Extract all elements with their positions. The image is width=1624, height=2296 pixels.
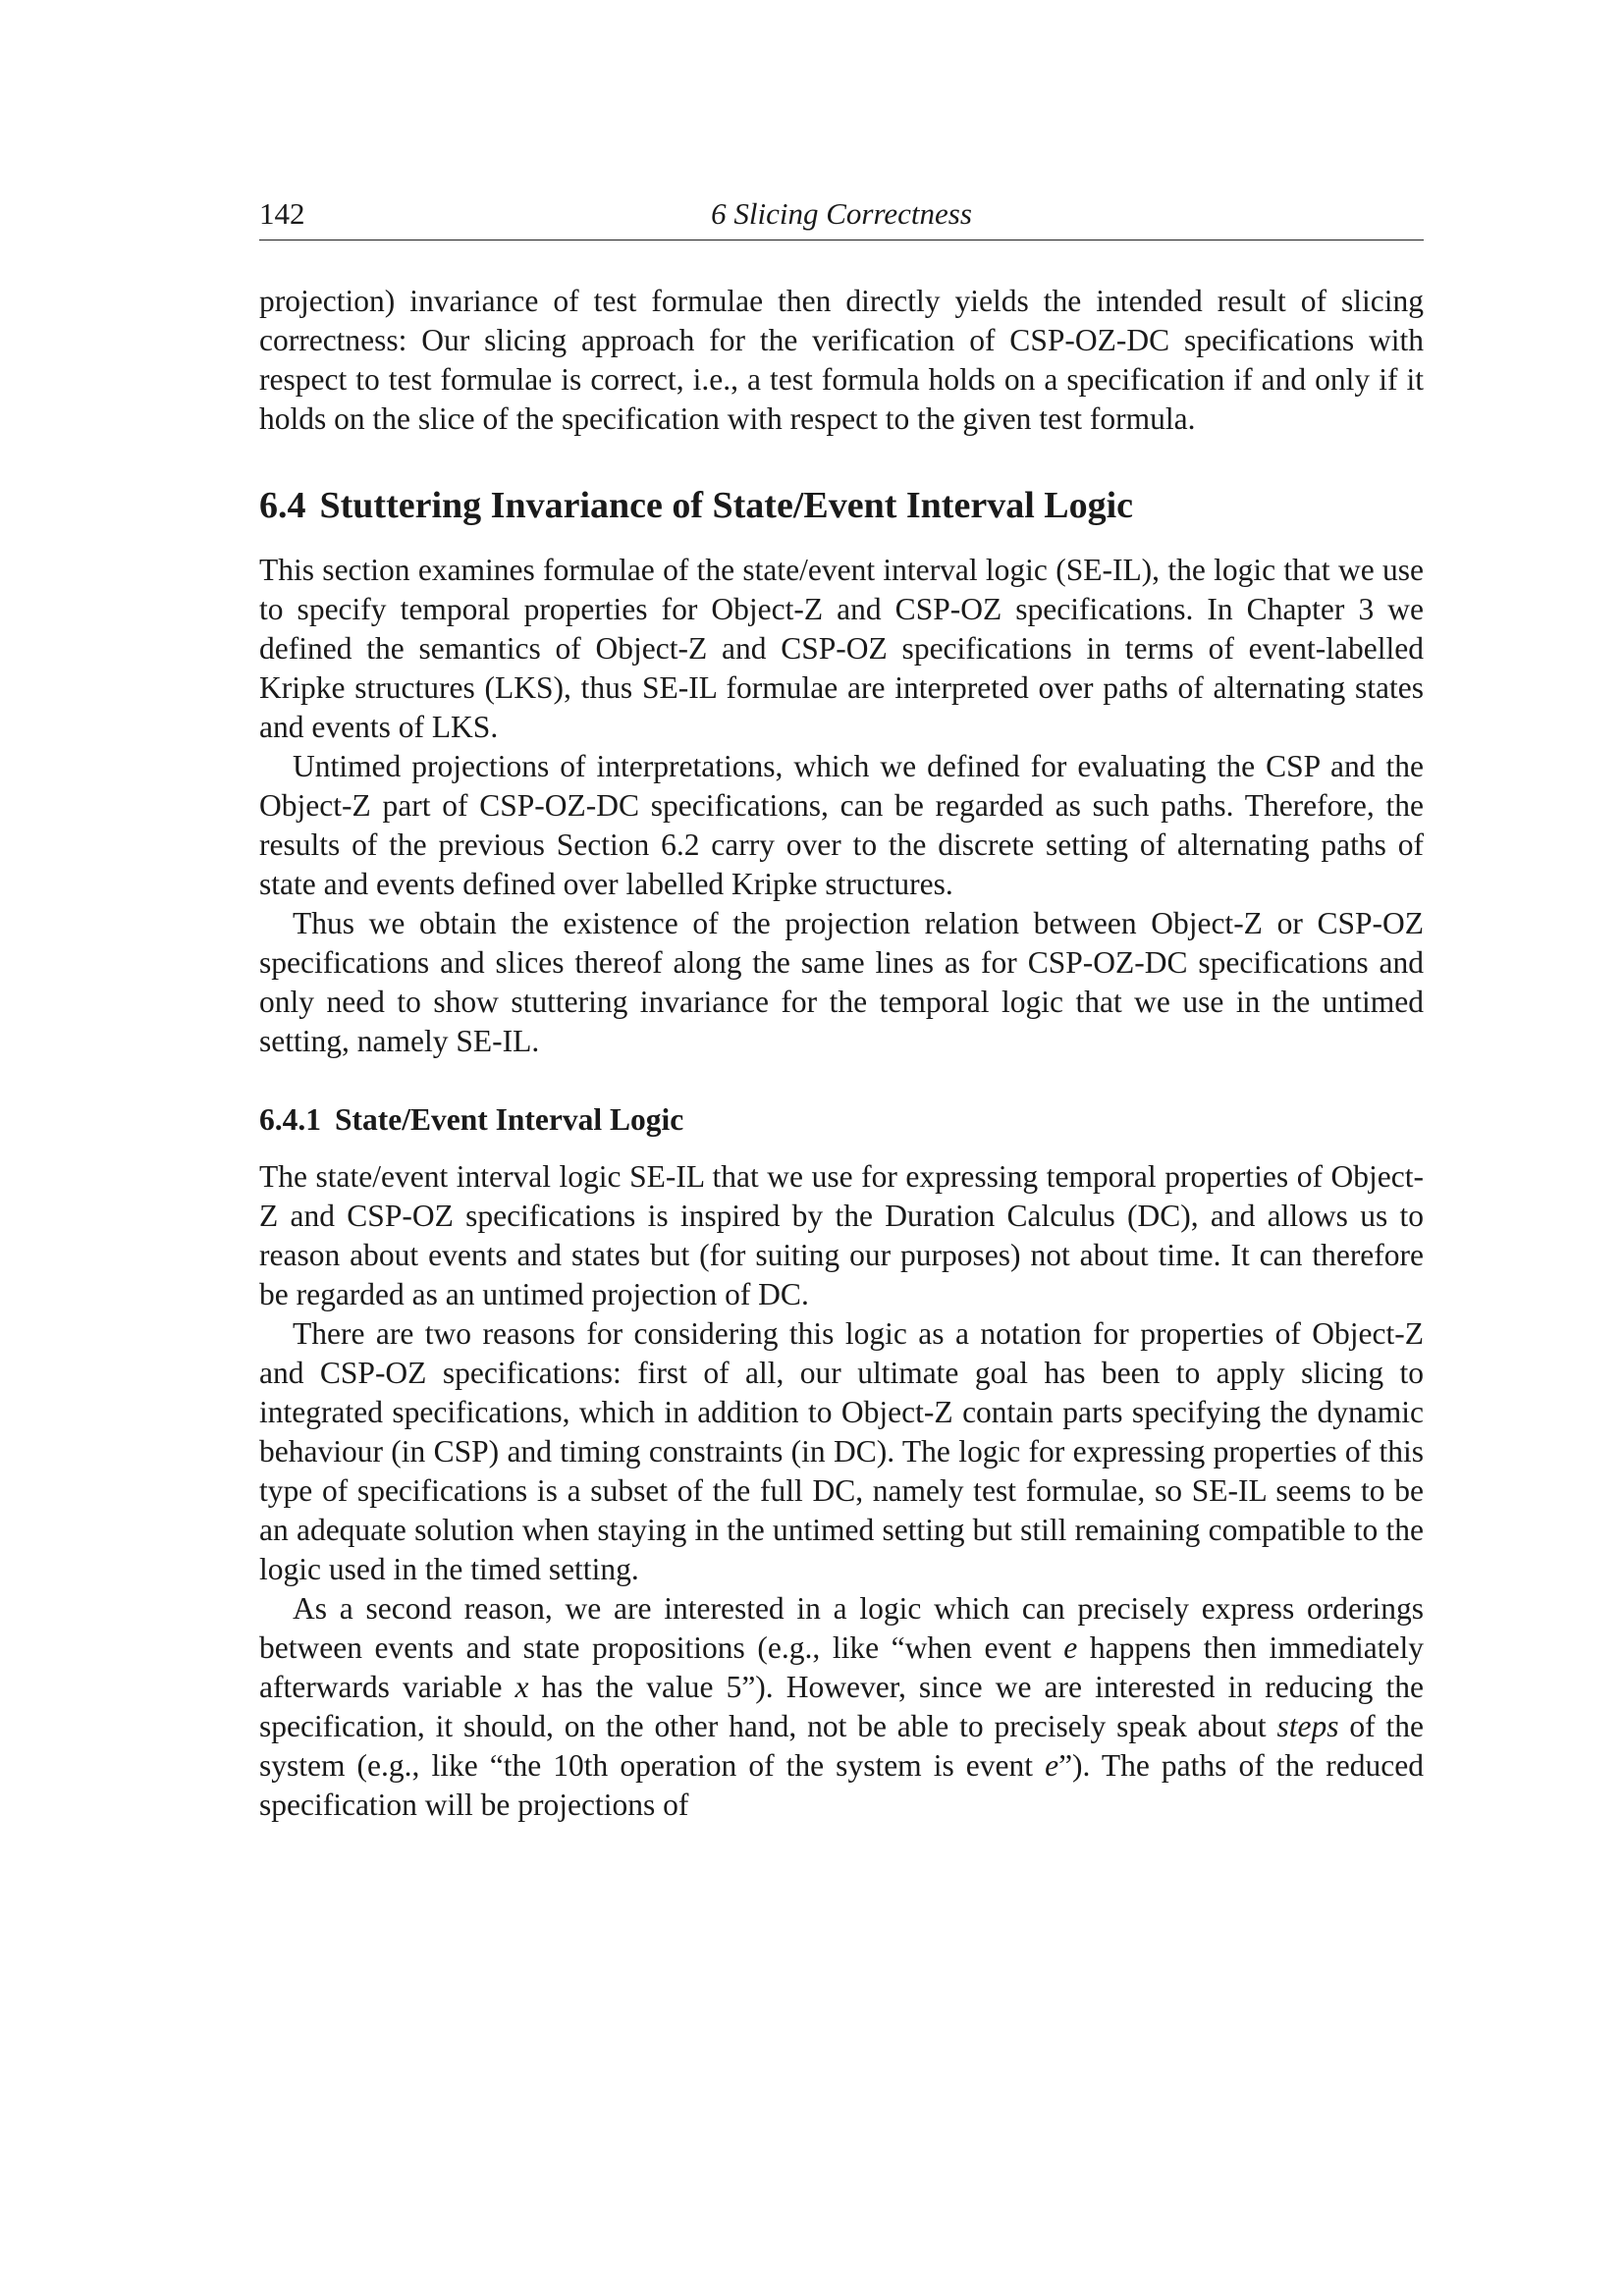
- paragraph: Untimed projections of interpretations, which we defined for evaluating the CSP and the Object-Z part of CSP-OZ-DC specifications, can be regarded as such paths. Therefore, the results of the previous Section 6.2 carry over to the discrete setting of alternating paths of state and events defined over labelled Kripke structures.: [259, 749, 1424, 901]
- text-run: happens then immediately afterwards variable: [259, 1630, 1424, 1704]
- paragraph: [259, 1589, 1424, 1825]
- text-run: As a second reason, we are interested in a logic which can precisely express orderings between events and state propositions (e.g., like “when event: [259, 1591, 1424, 1665]
- math-variable-x: x: [514, 1670, 529, 1704]
- section-title: Stuttering Invariance of State/Event Interval Logic: [319, 485, 1134, 526]
- paragraph: There are two reasons for considering this logic as a notation for properties of Object-Z and CSP-OZ specifications: first of all, our ultimate goal has been to apply slicing to integrated specifications, which in addition to Object-Z contain parts specifying the dynamic behaviour (in CSP) and timing constraints (in DC). The logic for expressing properties of this type of specifications is a subset of the full DC, namely test formulae, so SE-IL seems to be an adequate solution when staying in the untimed setting but still remaining compatible to the logic used in the timed setting.: [259, 1316, 1424, 1586]
- chapter-title: 6 Slicing Correctness: [711, 196, 972, 231]
- math-variable-e: e: [1063, 1630, 1078, 1665]
- running-header: [259, 196, 1424, 240]
- section-number: 6.4: [259, 485, 306, 526]
- text-run: has the value 5”). However, since we are interested in reducing the specification, it should, on the other hand, not be able to precisely speak about: [259, 1670, 1425, 1743]
- paragraph: This section examines formulae of the state/event interval logic (SE-IL), the logic that we use to specify temporal properties for Object-Z and CSP-OZ specifications. In Chapter 3 we defined the semantics of Object-Z and CSP-OZ specifications in terms of event-labelled Kripke structures (LKS), thus SE-IL formulae are interpreted over paths of alternating states and events of LKS.: [259, 553, 1424, 744]
- text-run: ”). The paths of the reduced specification will be projections of: [259, 1748, 1424, 1822]
- emphasis-steps: steps: [1276, 1709, 1339, 1743]
- subsection-heading: [259, 1100, 1424, 1140]
- text-run: of the system (e.g., like “the 10th operation of the system is event: [259, 1709, 1424, 1783]
- subsection-title: State/Event Interval Logic: [335, 1102, 684, 1137]
- page: [259, 196, 1424, 1825]
- section-heading: [259, 482, 1424, 529]
- paragraph: The state/event interval logic SE-IL that we use for expressing temporal properties of Object-Z and CSP-OZ specifications is inspired by the Duration Calculus (DC), and allows us to reason about events and states but (for suiting our purposes) not about time. It can therefore be regarded as an untimed projection of DC.: [259, 1159, 1424, 1311]
- paragraph-continuation: projection) invariance of test formulae then directly yields the intended result of slicing correctness: Our slicing approach for the verification of CSP-OZ-DC specifications with respect to test formulae is correct, i.e., a test formula holds on a specification if and only if it holds on the slice of the specification with respect to the given test formula.: [259, 284, 1424, 436]
- paragraph: Thus we obtain the existence of the projection relation between Object-Z or CSP-OZ specifications and slices thereof along the same lines as for CSP-OZ-DC specifications and only need to show stuttering invariance for the temporal logic that we use in the untimed setting, namely SE-IL.: [259, 906, 1424, 1058]
- math-variable-e: e: [1045, 1748, 1059, 1783]
- subsection-number: 6.4.1: [259, 1102, 321, 1137]
- page-number: 142: [259, 196, 305, 231]
